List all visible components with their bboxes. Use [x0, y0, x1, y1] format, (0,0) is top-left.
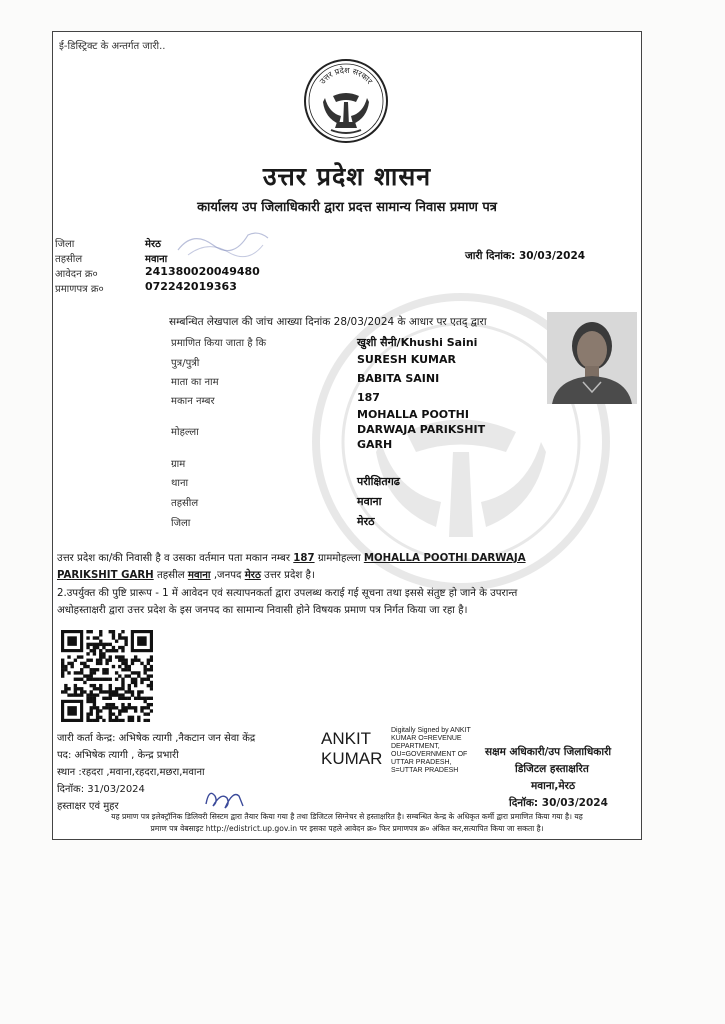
certificate-label: प्रमाणपत्र क्र० [55, 284, 104, 295]
digital-sig-first: ANKIT [321, 729, 372, 748]
document-subtitle: कार्यालय उप जिलाधिकारी द्वारा प्रदत्त सामान्य निवास प्रमाण पत्र [197, 200, 497, 215]
applicant-photo [547, 312, 637, 404]
authority-digital: डिजिटल हस्ताक्षरित [515, 763, 589, 775]
mohalla-label: मोहल्ला [171, 427, 199, 438]
field-district-value: मेरठ [357, 515, 375, 528]
issuer-by: पद: अभिषेक त्यागी , केन्द्र प्रभारी [57, 750, 179, 761]
footer-line-2: प्रमाण पत्र वेबसाइट http://edistrict.up.gov.in पर इसका पहले आवेदन क्र० फिर प्रमाणपत्र क्र० अंकित कर,सत्यापित किया जा सकता है। [150, 824, 544, 833]
statement-paragraph-1: उत्तर प्रदेश का/की निवासी है व उसका वर्तमान पता मकान नम्बर 187 ग्राममोहल्ला MOHALLA POOTHI DARWAJA PARIKSHIT GARH तहसील मवाना ,जनपद मेरठ उत्तर प्रदेश है। [57, 553, 526, 581]
svg-text:उत्तर प्रदेश सरकार [318, 65, 375, 86]
tehsil-value: मवाना [145, 254, 168, 265]
authority-place: मवाना,मेरठ [531, 780, 576, 792]
certificate-document [52, 31, 642, 840]
issue-date: जारी दिनांक: 30/03/2024 [465, 250, 586, 262]
village-label: ग्राम [171, 459, 186, 470]
field-tehsil-value: मवाना [357, 495, 382, 508]
house-label: मकान नम्बर [171, 396, 215, 407]
certificate-number: 072242019363 [145, 280, 237, 293]
issuer-sign-label: हस्ताक्षर एवं मुहर [57, 801, 119, 812]
statement-paragraph-2: 2.उपर्युक्त की पुष्टि प्रारूप - 1 में आवेदन एवं सत्यापनकर्ता द्वारा उपलब्ध कराई गई सूचना तथा इससे संतुष्ट हो जाने के उपरान्त अधोहस्ताक्षरी द्वारा उत्तर प्रदेश के इस जनपद का सामान्य निवासी होने विषयक प्रमाण पत्र निर्गत किया जा रहा है। [57, 588, 518, 616]
document-title: उत्तर प्रदेश शासन [262, 162, 432, 191]
house-number: 187 [357, 391, 380, 404]
application-number: 241380020049480 [145, 265, 260, 278]
mother-name: BABITA SAINI [357, 372, 440, 385]
statement-house: 187 [293, 553, 315, 564]
district-value: मेरठ [145, 239, 161, 250]
field-tehsil-label: तहसील [171, 498, 199, 509]
issuer-place: स्थान :रहदरा ,मवाना,रहदरा,मछरा,मवाना [57, 767, 205, 778]
mohalla-line-2: DARWAJA PARIKSHIT [357, 423, 486, 436]
authority-title: सक्षम अधिकारी/उप जिलाधिकारी [485, 746, 612, 758]
authority-date: दिनॉक: 30/03/2024 [509, 797, 608, 809]
stamp-scribble [173, 220, 273, 260]
parent-label: पुत्र/पुत्री [171, 358, 200, 369]
thana-label: थाना [171, 478, 189, 489]
issuer-date: दिनॉक: 31/03/2024 [57, 784, 145, 795]
issuer-center: जारी कर्ता केन्द्र: अभिषेक त्यागी ,नैकटान जन सेवा केंद्र [57, 733, 256, 744]
applicant-name: खुशी सैनी/Khushi Saini [357, 336, 478, 349]
mohalla-line-1: MOHALLA POOTHI [357, 408, 469, 421]
parent-name: SURESH KUMAR [357, 353, 456, 366]
certified-label: प्रमाणित किया जाता है कि [171, 338, 267, 349]
field-district-label: जिला [171, 518, 191, 529]
digital-sig-last: KUMAR [321, 749, 383, 768]
mohalla-line-3: GARH [357, 438, 393, 451]
digital-sig-details: Digitally Signed by ANKIT KUMAR O=REVENUE DEPARTMENT, OU=GOVERNMENT OF UTTAR PRADESH, S=UTTAR PRADESH [391, 727, 471, 774]
tehsil-label: तहसील [55, 254, 83, 265]
district-label: जिला [55, 239, 75, 250]
top-note: ई-डिस्ट्रिक्ट के अन्तर्गत जारी.. [59, 41, 166, 52]
thana-value: परीक्षितगढ [357, 475, 400, 488]
emblem-text: उत्तर प्रदेश सरकार [317, 65, 375, 86]
up-government-emblem [303, 58, 389, 144]
qr-code [61, 630, 153, 722]
statement-mohalla: MOHALLA POOTHI DARWAJA [363, 553, 526, 564]
application-label: आवेदन क्र० [55, 269, 98, 280]
intro-text: सम्बन्धित लेखपाल की जांच आख्या दिनांक 28/03/2024 के आधार पर एतद् द्वारा [169, 316, 487, 328]
mother-label: माता का नाम [171, 377, 219, 388]
footer-line-1: यह प्रमाण पत्र इलेक्ट्रॉनिक डिलिवरी सिस्टम द्वारा तैयार किया गया है तथा डिजिटल सिग्नेचर से हस्ताक्षरित है। सम्बन्धित केन्द्र के अधिकृत कर्मी द्वारा प्रमाणित किया गया है। यह [111, 812, 583, 821]
